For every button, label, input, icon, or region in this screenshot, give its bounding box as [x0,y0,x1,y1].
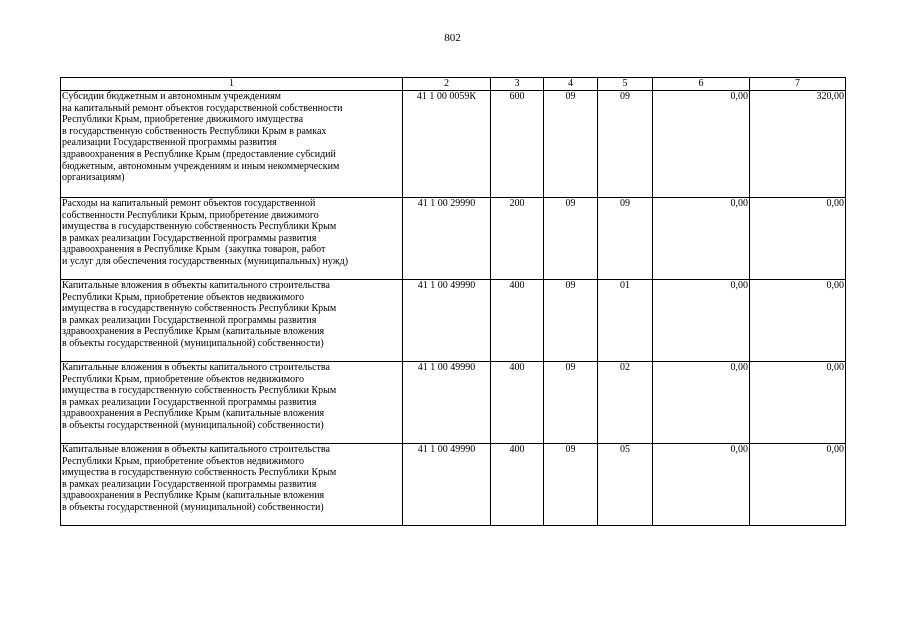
row-amount-7: 0,00 [750,280,846,362]
budget-table [60,77,846,526]
column-header-4: 4 [544,78,598,91]
table-row [61,91,846,198]
table-row [61,198,846,280]
row-target-code: 41 1 00 49990 [403,280,491,362]
row-description: Расходы на капитальный ремонт объектов государственной собственности Республики Крым, приобретение движимого имущества в государственную собственность Республики Крым в рамках реализации Государственной программы развития здравоохранения в Республике Крым (закупка товаров, работ и услуг для обеспечения государственных (муниципальных) нужд) [61,198,403,280]
row-amount-7: 0,00 [750,198,846,280]
row-section: 09 [544,280,598,362]
row-description: Субсидии бюджетным и автономным учреждениям на капитальный ремонт объектов государственной собственности Республики Крым, приобретение движимого имущества в государственную собственность Республики Крым в рамках реализации Государственной программы развития здравоохранения в Республике Крым (предоставление субсидий бюджетным, автономным учреждениям и иным некоммерческим организациям) [61,91,403,198]
table-row [61,444,846,526]
column-header-5: 5 [598,78,653,91]
row-amount-7: 0,00 [750,362,846,444]
column-header-2: 2 [403,78,491,91]
row-section: 09 [544,198,598,280]
row-expense-type: 400 [491,280,544,362]
row-subsection: 01 [598,280,653,362]
column-header-1: 1 [61,78,403,91]
row-amount-6: 0,00 [653,198,750,280]
header-row [61,78,846,91]
row-section: 09 [544,362,598,444]
row-description: Капитальные вложения в объекты капитального строительства Республики Крым, приобретение объектов недвижимого имущества в государственную собственность Республики Крым в рамках реализации Государственной программы развития здравоохранения в Республике Крым (капитальные вложения в объекты государственной (муниципальной) собственности) [61,280,403,362]
row-target-code: 41 1 00 0059К [403,91,491,198]
row-subsection: 09 [598,91,653,198]
row-target-code: 41 1 00 49990 [403,444,491,526]
page-number: 802 [444,32,461,44]
row-description: Капитальные вложения в объекты капитального строительства Республики Крым, приобретение объектов недвижимого имущества в государственную собственность Республики Крым в рамках реализации Государственной программы развития здравоохранения в Республике Крым (капитальные вложения в объекты государственной (муниципальной) собственности) [61,444,403,526]
row-amount-6: 0,00 [653,280,750,362]
row-description: Капитальные вложения в объекты капитального строительства Республики Крым, приобретение объектов недвижимого имущества в государственную собственность Республики Крым в рамках реализации Государственной программы развития здравоохранения в Республике Крым (капитальные вложения в объекты государственной (муниципальной) собственности) [61,362,403,444]
row-section: 09 [544,91,598,198]
row-subsection: 02 [598,362,653,444]
column-header-6: 6 [653,78,750,91]
row-subsection: 05 [598,444,653,526]
row-target-code: 41 1 00 29990 [403,198,491,280]
row-target-code: 41 1 00 49990 [403,362,491,444]
table-row [61,280,846,362]
table-row [61,362,846,444]
column-header-3: 3 [491,78,544,91]
row-expense-type: 200 [491,198,544,280]
row-amount-6: 0,00 [653,362,750,444]
row-expense-type: 400 [491,362,544,444]
row-amount-7: 320,00 [750,91,846,198]
row-amount-6: 0,00 [653,91,750,198]
row-amount-6: 0,00 [653,444,750,526]
row-amount-7: 0,00 [750,444,846,526]
row-expense-type: 400 [491,444,544,526]
row-expense-type: 600 [491,91,544,198]
row-subsection: 09 [598,198,653,280]
row-section: 09 [544,444,598,526]
column-header-7: 7 [750,78,846,91]
